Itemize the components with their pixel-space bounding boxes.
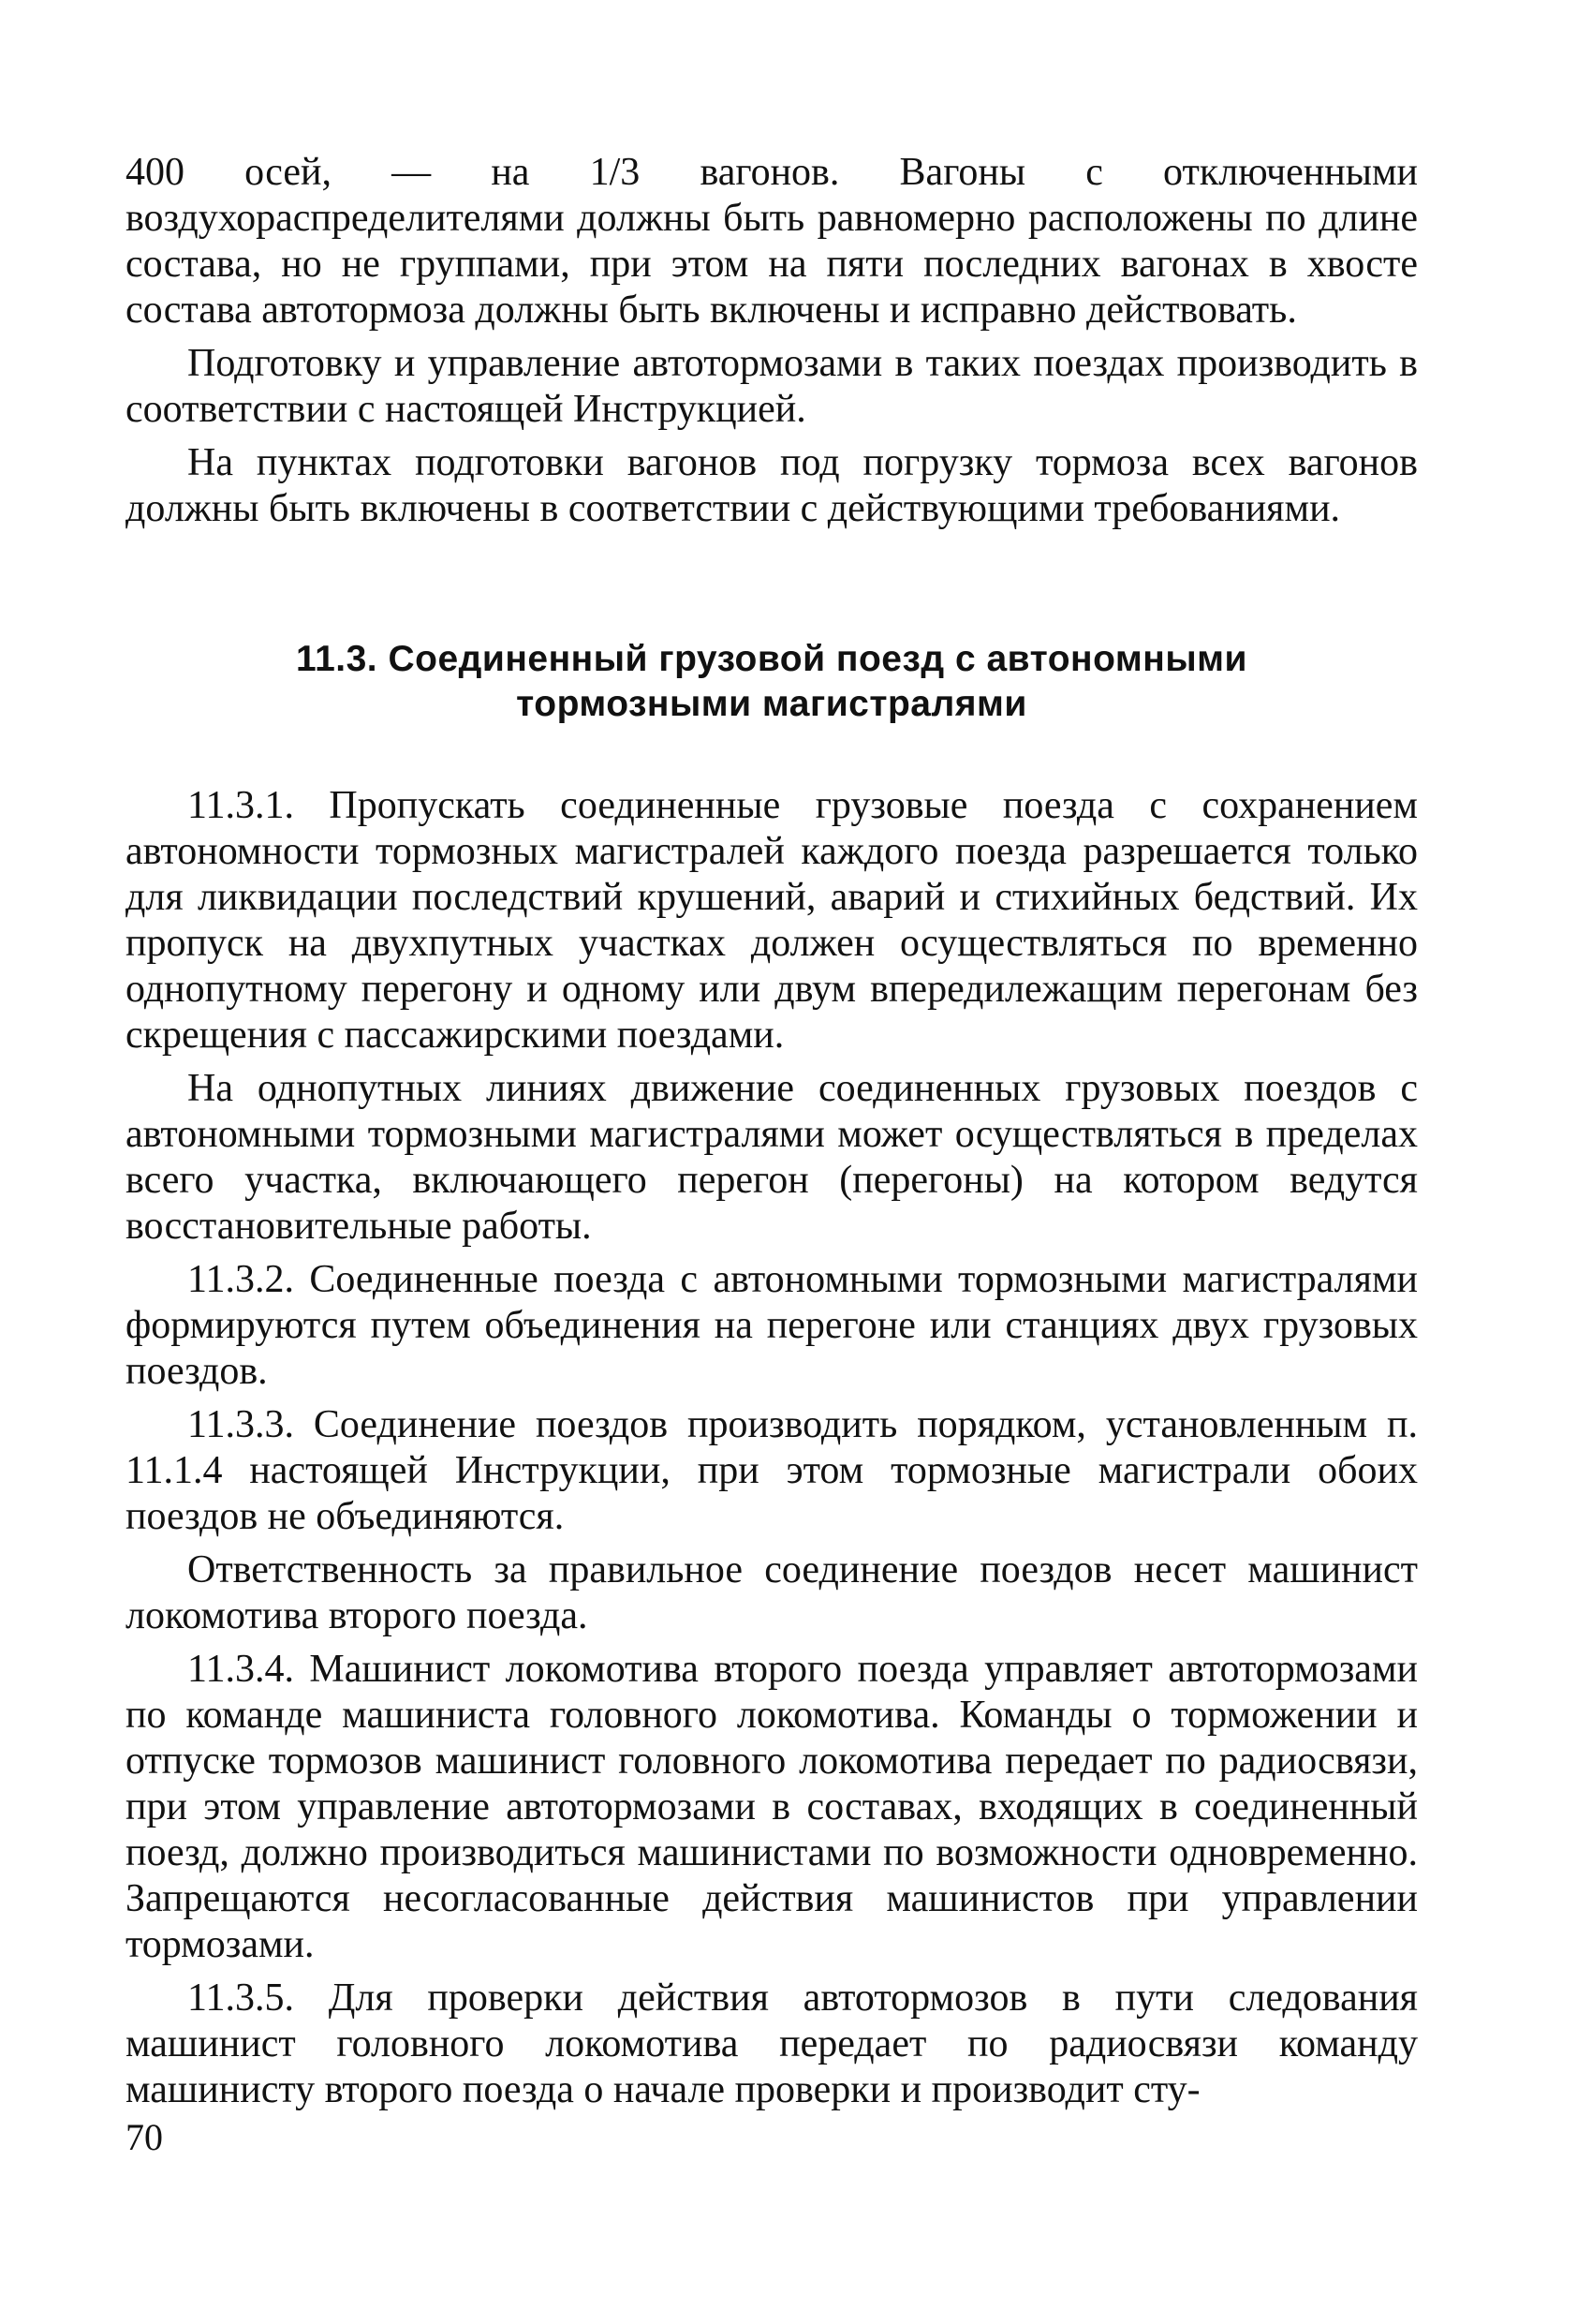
- paragraph-11-3-4: 11.3.4. Машинист локомотива второго поезда управляет автотормозами по команде машиниста головного локомотива. Команды о торможении и отпуске тормозов машинист головного локомотива передает по радиосвязи, при этом управление автотормозами в составах, входящих в соединенный поезд, должно производиться машинистами по возможности одновременно. Запрещаются несогласованные действия машинистов при управлении тормозами.: [125, 1648, 1418, 1966]
- paragraph-11-3-3: 11.3.3. Соединение поездов производить порядком, установленным п. 11.1.4 настоящей Инструкции, при этом тормозные магистрали обоих поездов не объединяются.: [125, 1403, 1418, 1538]
- paragraph-responsibility: Ответственность за правильное соединение поездов несет машинист локомотива второго поезда.: [125, 1548, 1418, 1637]
- paragraph-2: Подготовку и управление автотормозами в таких поездах производить в соответствии с настоящей Инструкцией.: [125, 342, 1418, 431]
- paragraph-11-3-5: 11.3.5. Для проверки действия автотормозов в пути следования машинист головного локомотива передает по радиосвязи команду машинисту второго поезда о начале проверки и производит сту-: [125, 1976, 1418, 2111]
- paragraph-3: На пунктах подготовки вагонов под погрузку тормоза всех вагонов должны быть включены в соответствии с действующими требованиями.: [125, 441, 1418, 530]
- paragraph-single-track: На однопутных линиях движение соединенных грузовых поездов с автономными тормозными магистралями может осуществляться в пределах всего участка, включающего перегон (перегоны) на котором ведутся восстановительные работы.: [125, 1067, 1418, 1248]
- paragraph-11-3-1: 11.3.1. Пропускать соединенные грузовые поезда с сохранением автономности тормозных магистралей каждого поезда разрешается только для ликвидации последствий крушений, аварий и стихийных бедствий. Их пропуск на двухпутных участках должен осуществляться по временно однопутному перегону и одному или двум впередилежащим перегонам без скрещения с пассажирскими поездами.: [125, 784, 1418, 1057]
- paragraph-1: 400 осей, — на 1/3 вагонов. Вагоны с отключенными воздухораспределителями должны быть равномерно расположены по длине состава, но не группами, при этом на пяти последних вагонах в хвосте состава автотормоза должны быть включены и исправно действовать.: [125, 151, 1418, 332]
- page-body: [125, 150, 1418, 2113]
- section-title: [125, 637, 1418, 727]
- section-title-line-2: тормозными магистралями: [516, 684, 1027, 724]
- page-number: 70: [125, 2116, 163, 2158]
- section-title-line-1: 11.3. Соединенный грузовой поезд с автономными: [296, 639, 1247, 679]
- paragraph-11-3-2: 11.3.2. Соединенные поезда с автономными тормозными магистралями формируются путем объединения на перегоне или станциях двух грузовых поездов.: [125, 1258, 1418, 1393]
